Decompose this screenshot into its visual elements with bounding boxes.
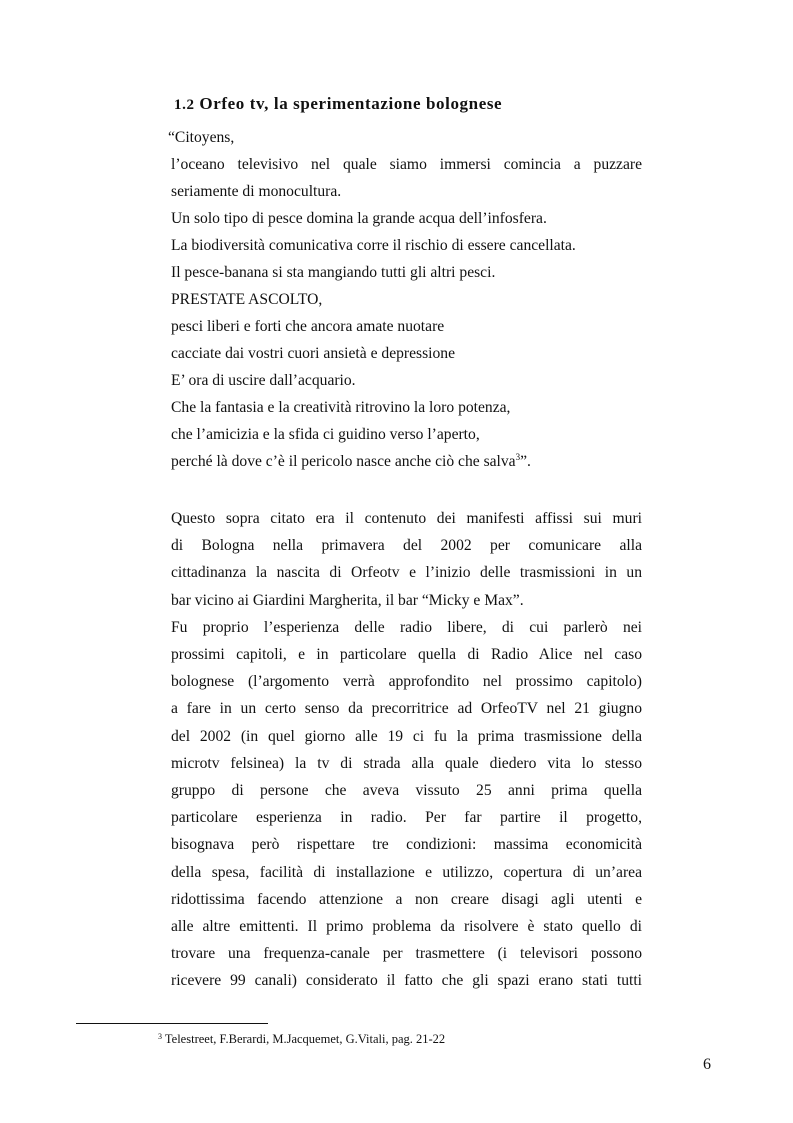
section-number: 1.2: [174, 97, 195, 113]
manifesto-line-text: Il pesce-banana si sta mangiando tutti gli altri pesci.: [171, 264, 496, 281]
body-line: alle altre emittenti. Il primo problema da risolvere è stato quello di: [171, 918, 642, 935]
page-number: 6: [703, 1056, 711, 1073]
body-line: bar vicino ai Giardini Margherita, il bar “Micky e Max”.: [171, 591, 524, 609]
manifesto-line: [171, 263, 642, 283]
manifesto-line: [171, 344, 642, 364]
body-line: della spesa, facilità di installazione e utilizzo, copertura di un’area: [171, 863, 642, 881]
body-line: microtv felsinea) la tv di strada alla quale diedero vita lo stesso: [171, 754, 642, 772]
body-line: gruppo di persone che aveva vissuto 25 anni prima quella: [171, 782, 642, 799]
manifesto-line-text: l’oceano televisivo nel quale siamo immersi comincia a puzzare: [171, 156, 642, 173]
footnote-reference: 3: [515, 452, 521, 462]
manifesto-line: [168, 128, 639, 148]
manifesto-line-text: Che la fantasia e la creatività ritrovino la loro potenza,: [171, 399, 511, 416]
body-line: Questo sopra citato era il contenuto dei manifesti affissi sui muri: [171, 510, 642, 527]
manifesto-line: [171, 452, 642, 472]
body-line: cittadinanza la nascita di Orfeotv e l’inizio delle trasmissioni in un: [171, 564, 642, 582]
manifesto-line-text: pesci liberi e forti che ancora amate nuotare: [171, 318, 445, 335]
manifesto-line: [171, 182, 642, 202]
manifesto-line-text: cacciate dai vostri cuori ansietà e depressione: [171, 345, 456, 362]
section-heading: [174, 94, 502, 114]
manifesto-line-text: perché là dove c’è il pericolo nasce anche ciò che salva: [171, 453, 516, 470]
body-line: bisognava però rispettare tre condizioni: massima economicità: [171, 836, 642, 854]
body-line: a fare in un certo senso da precorritrice ad OrfeoTV nel 21 giugno: [171, 700, 642, 718]
manifesto-line-text: “Citoyens,: [168, 129, 235, 146]
footnote-separator: [76, 1023, 268, 1024]
manifesto-line-text: seriamente di monocultura.: [171, 183, 342, 200]
body-line: del 2002 (in quel giorno alle 19 ci fu la prima trasmissione della: [171, 727, 642, 745]
manifesto-line: [171, 155, 642, 175]
manifesto-line: [171, 317, 642, 337]
body-line: bolognese (l’argomento verrà approfondito nel prossimo capitolo): [171, 673, 642, 691]
manifesto-line: [171, 290, 642, 310]
manifesto-line-text: E’ ora di uscire dall’acquario.: [171, 372, 356, 389]
footnote-text: Telestreet, F.Berardi, M.Jacquemet, G.Vitali, pag. 21-22: [162, 1032, 446, 1046]
manifesto-line-text: PRESTATE ASCOLTO,: [171, 291, 323, 308]
body-line: trovare una frequenza-canale per trasmettere (i televisori possono: [171, 945, 642, 963]
closing-quote: ”.: [520, 453, 531, 470]
body-line: di Bologna nella primavera del 2002 per comunicare alla: [171, 537, 642, 555]
body-line: prossimi capitoli, e in particolare quella di Radio Alice nel caso: [171, 646, 642, 663]
manifesto-line-text: Un solo tipo di pesce domina la grande acqua dell’infosfera.: [171, 210, 547, 227]
footnote-number: 3: [158, 1032, 162, 1041]
footnote: [158, 1032, 445, 1047]
manifesto-line: [171, 398, 642, 418]
manifesto-line: [171, 209, 642, 229]
section-title: Orfeo tv, la sperimentazione bolognese: [199, 94, 503, 113]
body-line: ricevere 99 canali) considerato il fatto che gli spazi erano stati tutti: [171, 972, 642, 990]
manifesto-line: [171, 425, 642, 445]
body-line: Fu proprio l’esperienza delle radio libere, di cui parlerò nei: [171, 618, 642, 636]
manifesto-line: [171, 236, 642, 256]
manifesto-line: [171, 371, 642, 391]
manifesto-line-text: La biodiversità comunicativa corre il rischio di essere cancellata.: [171, 237, 576, 254]
manifesto-line-text: che l’amicizia e la sfida ci guidino verso l’aperto,: [171, 426, 480, 443]
body-line: ridottissima facendo attenzione a non creare disagi agli utenti e: [171, 890, 642, 908]
body-line: particolare esperienza in radio. Per far partire il progetto,: [171, 809, 642, 827]
